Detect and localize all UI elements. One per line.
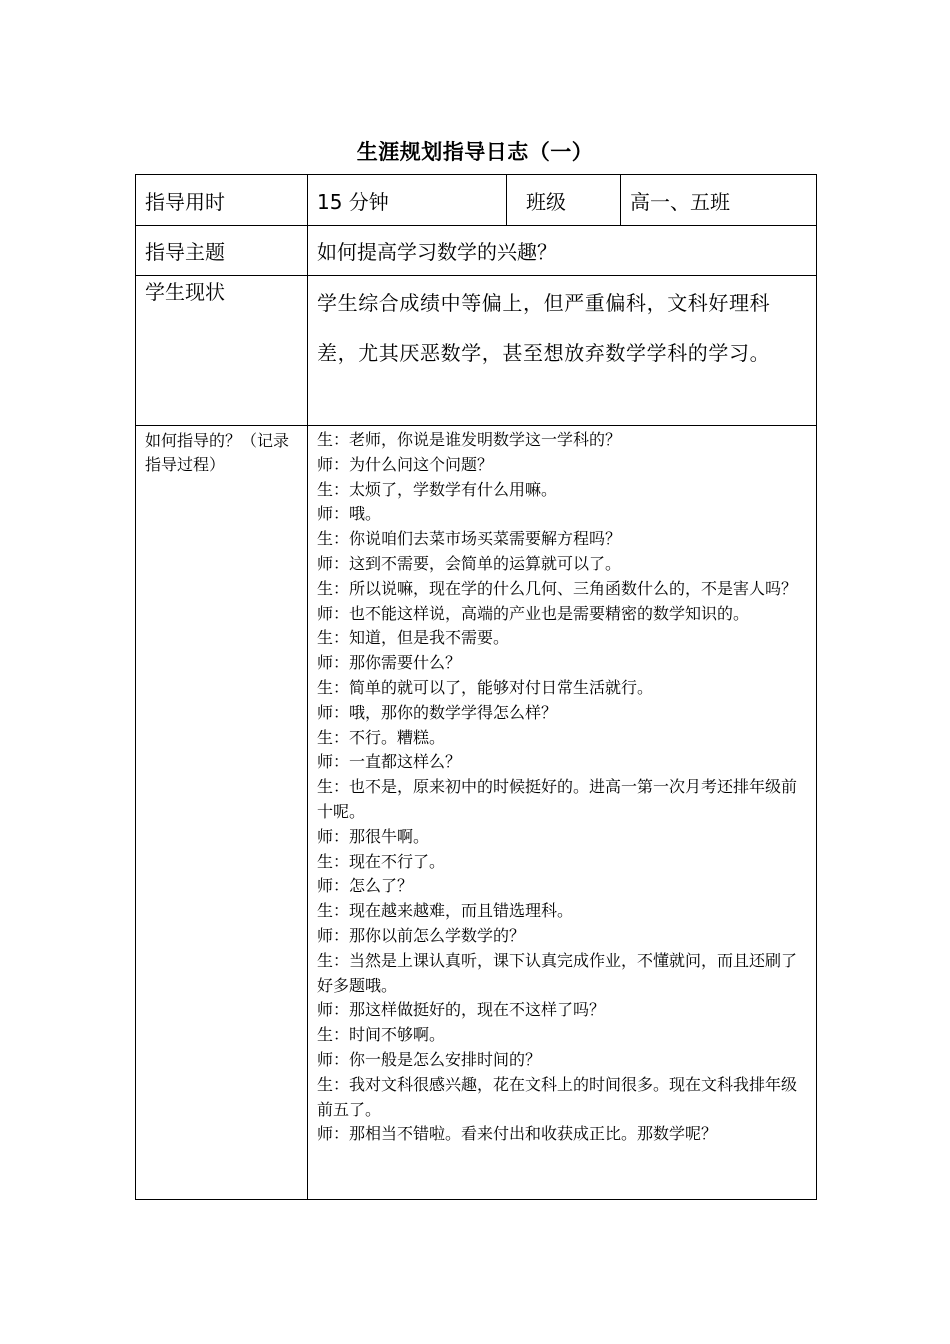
dialog-line: 生：现在不行了。 — [317, 851, 446, 871]
time-value: 15 分钟 — [308, 175, 507, 226]
dialog-line: 师：那你以前怎么学数学的？ — [317, 925, 526, 945]
class-value: 高一、五班 — [621, 175, 817, 226]
status-row — [136, 276, 817, 426]
dialog-line: 师：怎么了？ — [317, 876, 414, 896]
time-label: 指导用时 — [136, 175, 308, 226]
dialog-cell — [308, 426, 817, 1200]
dialog-line: 生：当然是上课认真听，课下认真完成作业，不懂就问，而且还刷了好多题哦。 — [317, 950, 798, 995]
dialog-line: 师：也不能这样说，高端的产业也是需要精密的数学知识的。 — [317, 603, 750, 623]
class-label: 班级 — [507, 175, 621, 226]
dialog-line: 生：你说咱们去菜市场买菜需要解方程吗？ — [317, 529, 622, 549]
process-label-cell — [136, 426, 308, 1200]
dialog-line: 师：这到不需要，会简单的运算就可以了。 — [317, 553, 622, 573]
process-row — [136, 426, 817, 1200]
dialog-line: 生：简单的就可以了，能够对付日常生活就行。 — [317, 677, 654, 697]
dialog-line: 师：你一般是怎么安排时间的？ — [317, 1049, 542, 1069]
guidance-log-table — [135, 174, 817, 1200]
dialog-line: 师：那很牛啊。 — [317, 826, 430, 846]
topic-label: 指导主题 — [136, 226, 308, 276]
dialog-line: 生：也不是，原来初中的时候挺好的。进高一第一次月考还排年级前十呢。 — [317, 777, 798, 821]
dialog-line: 师：那这样做挺好的，现在不这样了吗？ — [317, 1000, 606, 1020]
dialog-line: 生：现在越来越难，而且错选理科。 — [317, 901, 574, 921]
dialog-line: 生：太烦了，学数学有什么用嘛。 — [317, 479, 558, 499]
dialog-line: 师：哦。 — [317, 504, 382, 524]
dialog-transcript — [317, 426, 816, 1147]
dialog-line: 师：一直都这样么？ — [317, 752, 462, 772]
dialog-line: 生：我对文科很感兴趣，花在文科上的时间很多。现在文科我排年级前五了。 — [317, 1074, 798, 1119]
process-label: 如何指导的？（记录指导过程） — [145, 431, 290, 474]
status-value: 学生综合成绩中等偏上，但严重偏科，文科好理科差，尤其厌恶数学，甚至想放弃数学学科的学习。 — [317, 291, 771, 365]
dialog-line: 生：老师，你说是谁发明数学这一学科的？ — [317, 430, 622, 449]
dialog-line: 师：为什么问这个问题？ — [317, 454, 494, 474]
dialog-line: 生：所以说嘛，现在学的什么几何、三角函数什么的，不是害人吗？ — [317, 578, 798, 598]
topic-row — [136, 226, 817, 276]
status-label: 学生现状 — [136, 276, 308, 426]
time-class-row — [136, 175, 817, 226]
topic-value: 如何提高学习数学的兴趣？ — [308, 226, 817, 276]
dialog-line: 师：那你需要什么？ — [317, 653, 462, 673]
dialog-line: 生：知道，但是我不需要。 — [317, 628, 510, 648]
dialog-line: 生：时间不够啊。 — [317, 1025, 446, 1045]
page-title: 生涯规划指导日志（一） — [356, 140, 594, 164]
dialog-line: 生：不行。糟糕。 — [317, 727, 446, 747]
dialog-line: 师：哦，那你的数学学得怎么样？ — [317, 702, 558, 722]
dialog-line: 师：那相当不错啦。看来付出和收获成正比。那数学呢？ — [317, 1124, 718, 1144]
status-cell — [308, 276, 817, 426]
